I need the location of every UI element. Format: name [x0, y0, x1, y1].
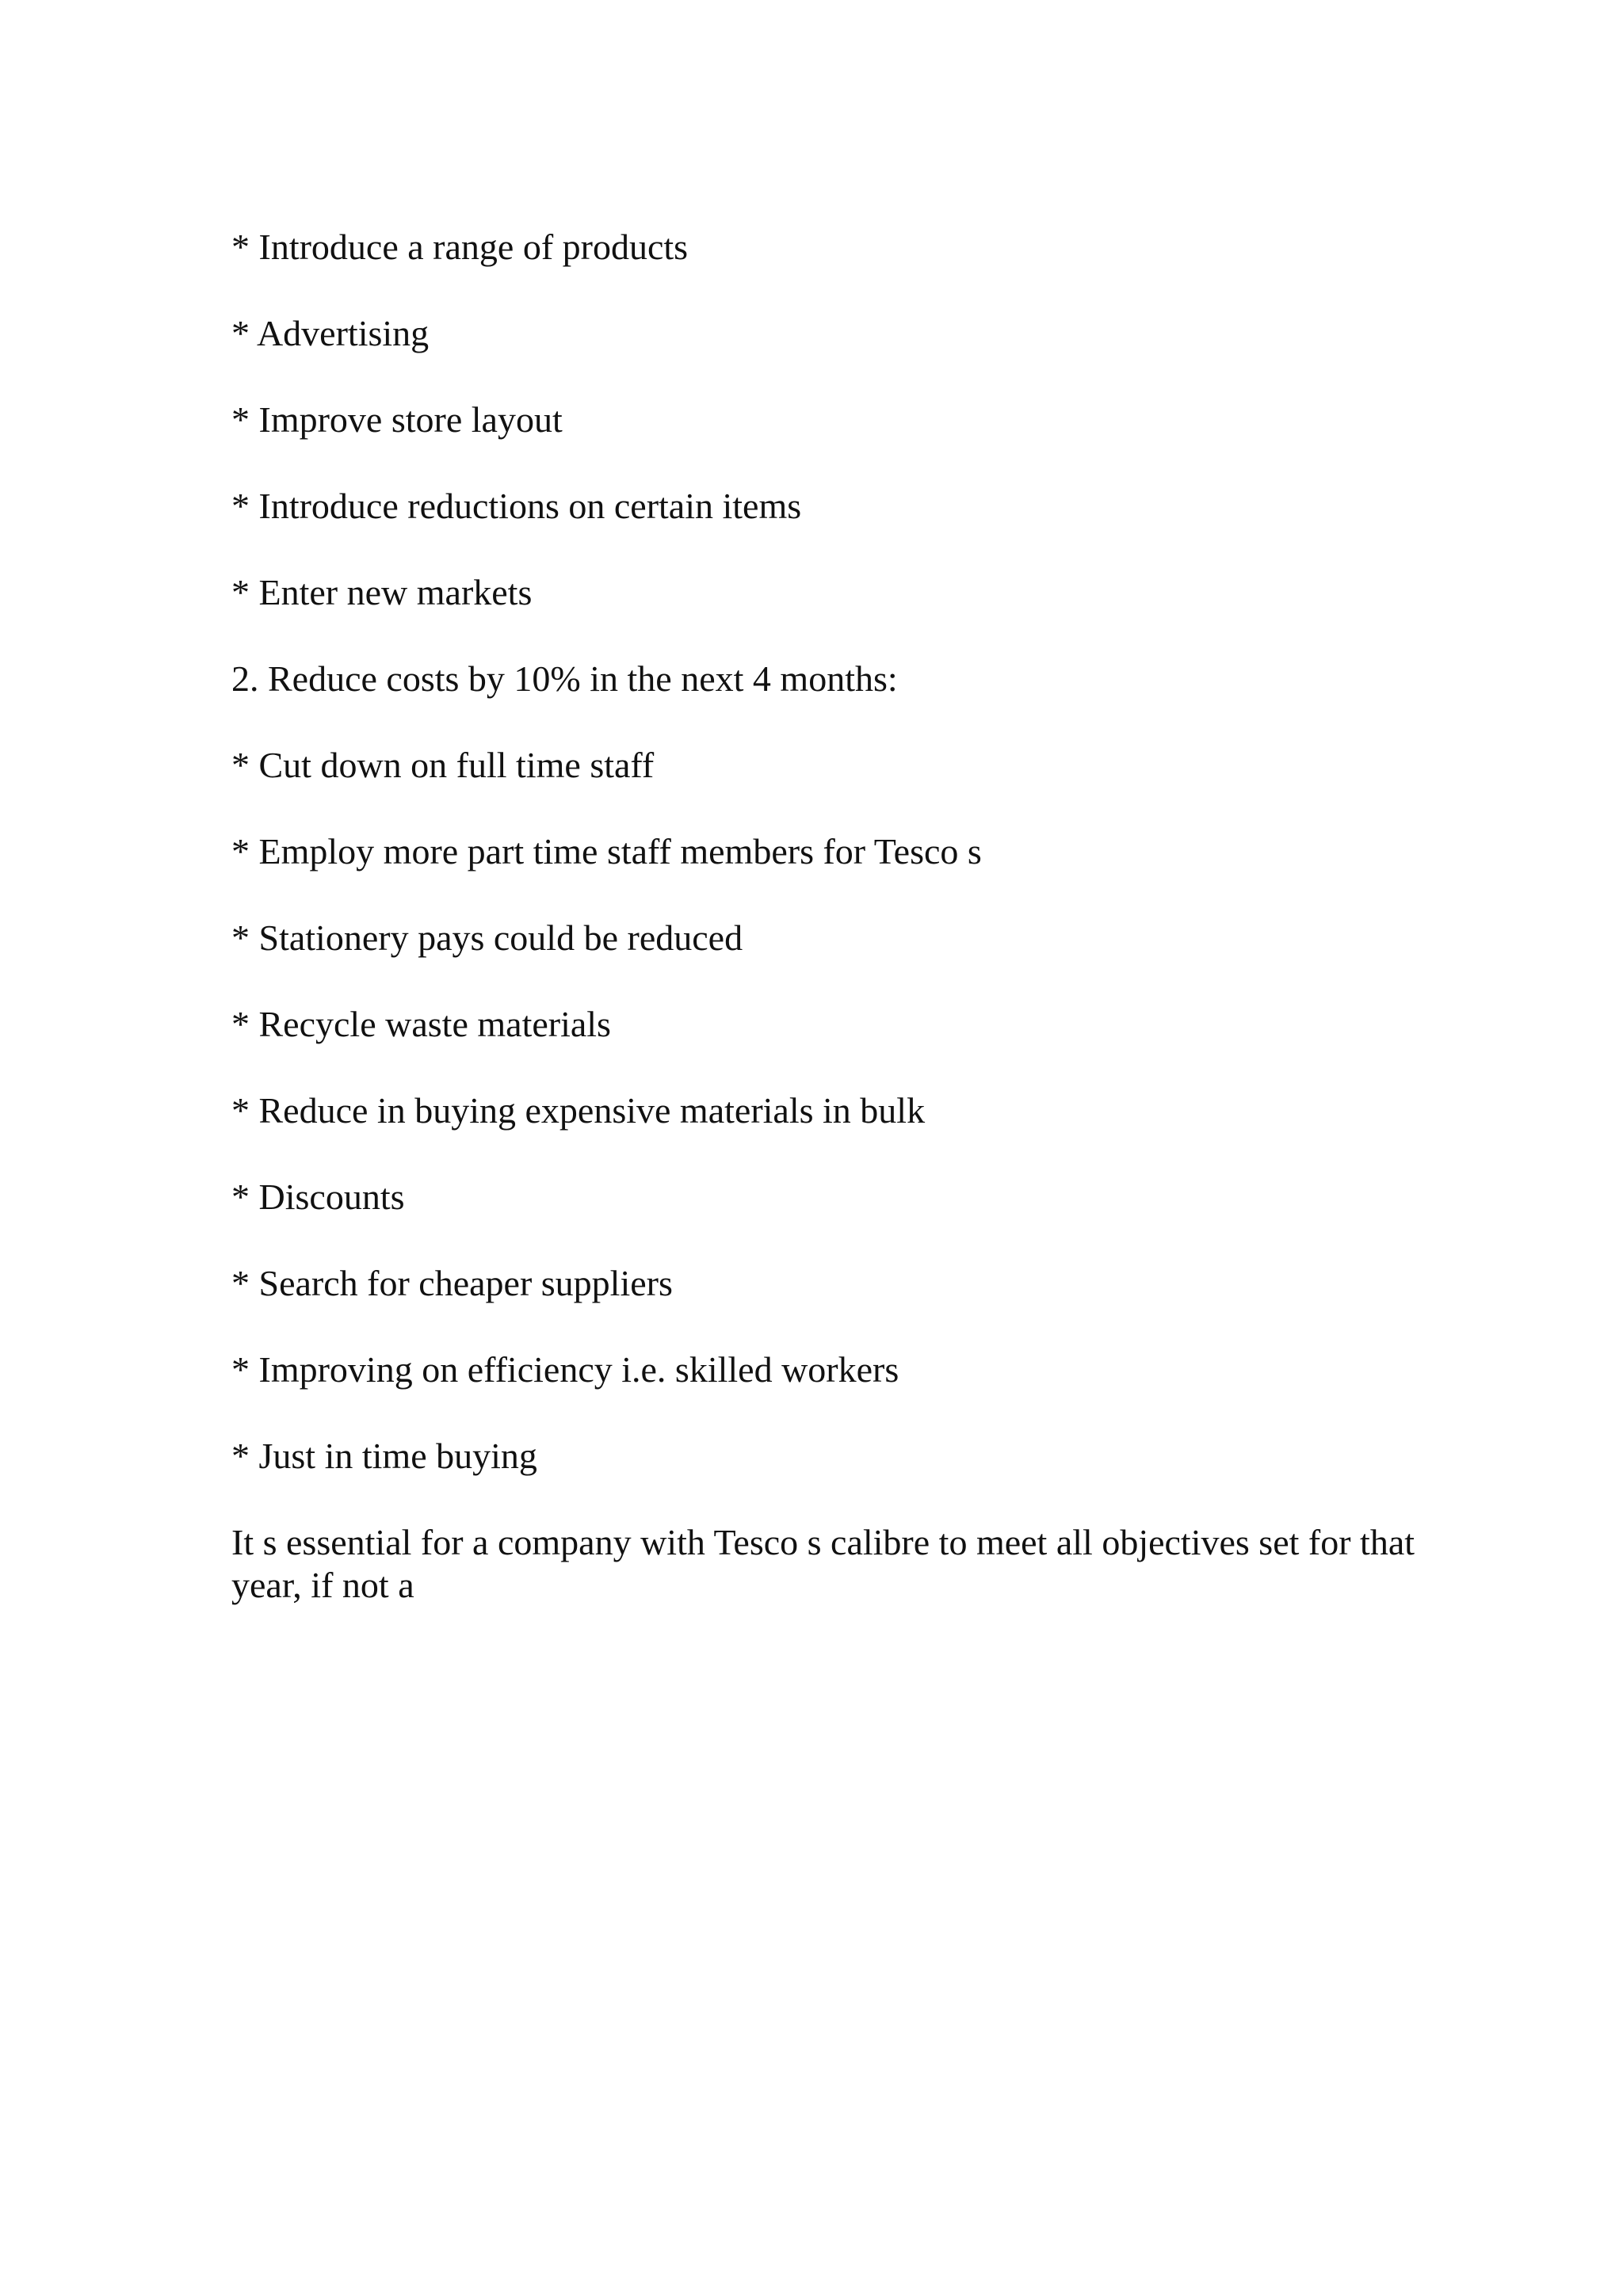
list-item: * Stationery pays could be reduced	[231, 917, 743, 958]
list-item: * Introduce reductions on certain items	[231, 486, 802, 526]
list-item: * Reduce in buying expensive materials in bulk	[231, 1090, 926, 1131]
list-item: * Advertising	[231, 313, 430, 353]
list-item: * Introduce a range of products	[231, 227, 689, 267]
section-heading: 2. Reduce costs by 10% in the next 4 months:	[231, 658, 898, 699]
closing-paragraph: It s essential for a company with Tesco s calibre to meet all objectives set for that year, if not a	[231, 1522, 1415, 1605]
document-body	[231, 226, 1452, 1607]
list-item: * Improve store layout	[231, 399, 563, 440]
list-item: * Discounts	[231, 1177, 405, 1217]
list-item: * Improving on efficiency i.e. skilled workers	[231, 1349, 899, 1390]
list-item: * Enter new markets	[231, 572, 533, 612]
list-item: * Recycle waste materials	[231, 1004, 611, 1044]
list-item: * Employ more part time staff members for Tesco s	[231, 831, 982, 871]
list-item: * Cut down on full time staff	[231, 745, 655, 785]
list-item: * Just in time buying	[231, 1436, 537, 1476]
list-item: * Search for cheaper suppliers	[231, 1263, 673, 1303]
